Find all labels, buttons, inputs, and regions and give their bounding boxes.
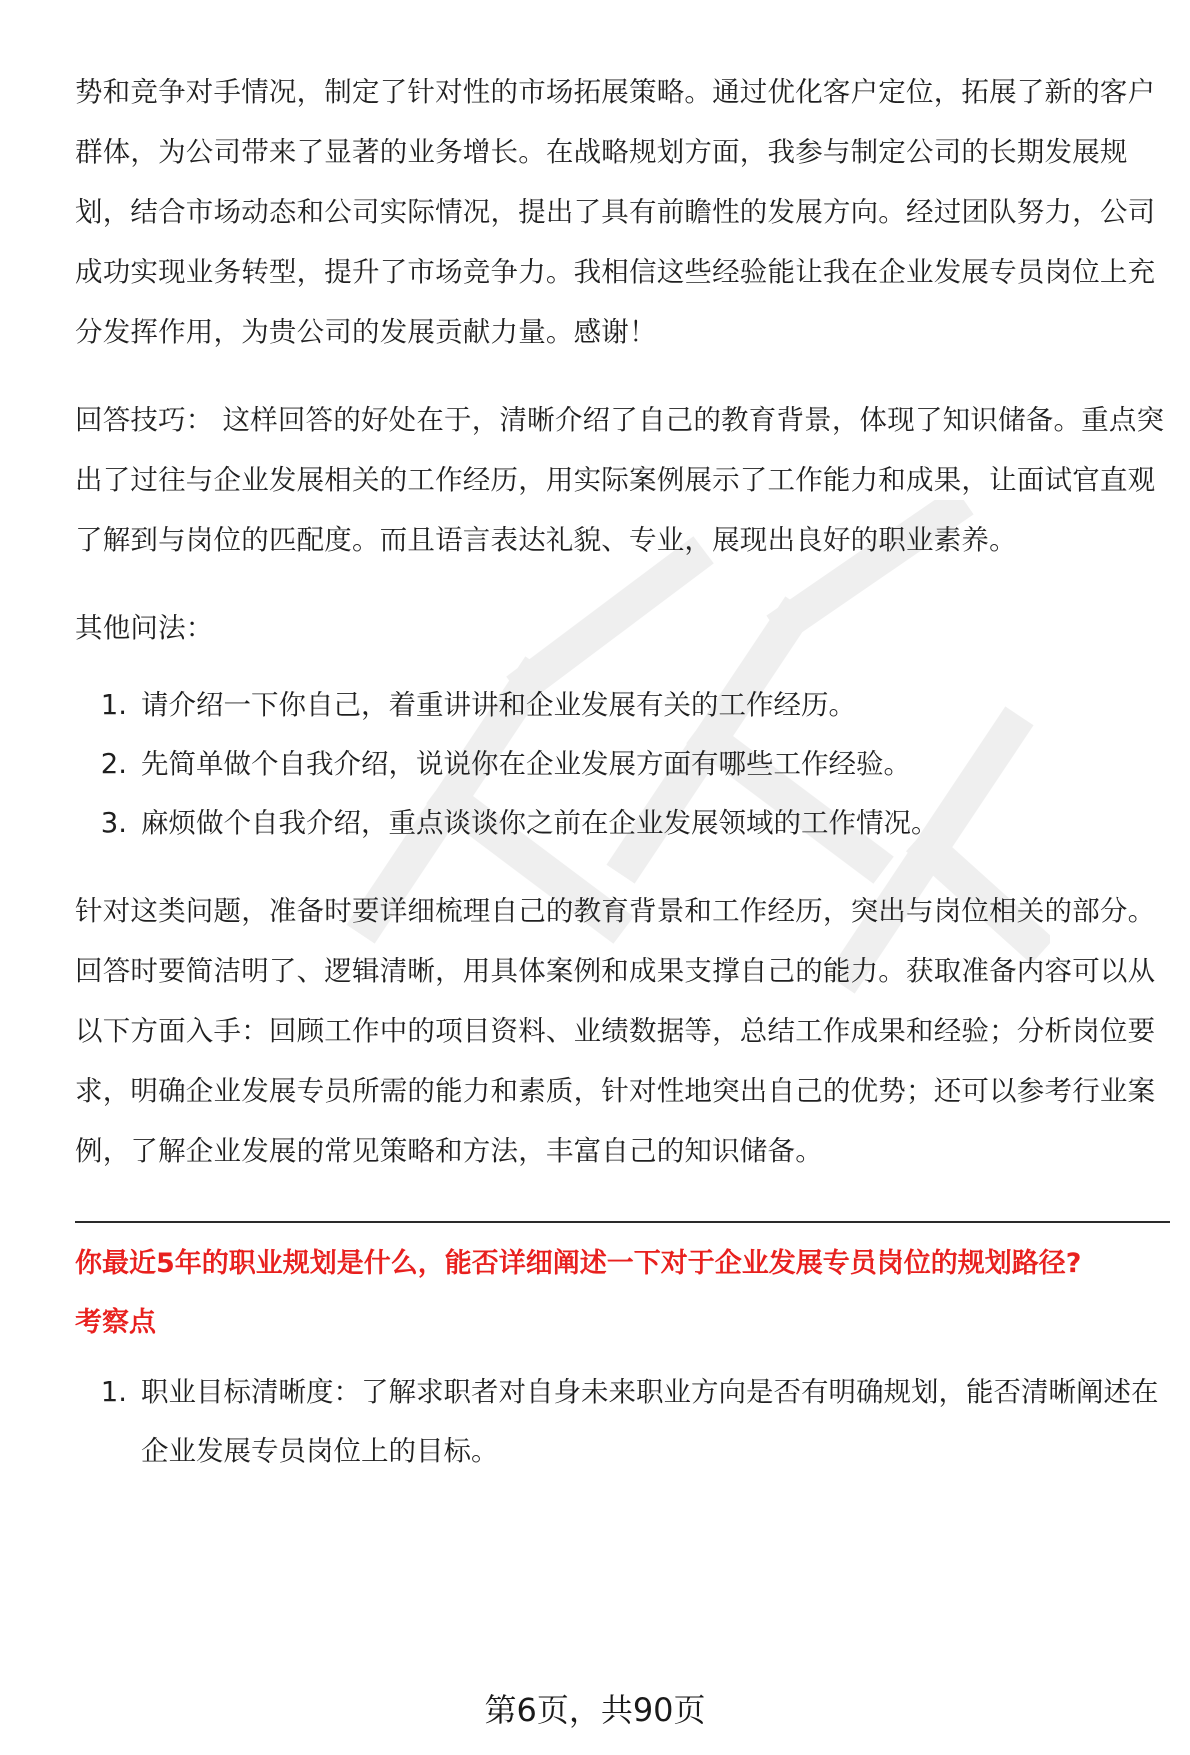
list-number: 1.	[100, 1376, 127, 1408]
other-questions-list	[75, 676, 1170, 853]
answer-paragraph: 势和竞争对手情况，制定了针对性的市场拓展策略。通过优化客户定位，拓展了新的客户群体，为公司带来了显著的业务增长。在战略规划方面，我参与制定公司的长期发展规划，结合市场动态和公司实际情况，提出了具有前瞻性的发展方向。经过团队努力，公司成功实现业务转型，提升了市场竞争力。我相信这些经验能让我在企业发展专员岗位上充分发挥作用，为贵公司的发展贡献力量。感谢！	[75, 76, 1156, 348]
list-item	[75, 794, 1170, 853]
points-heading: 考察点	[75, 1307, 156, 1338]
question-title: 你最近5年的职业规划是什么，能否详细阐述一下对于企业发展专员岗位的规划路径?	[75, 1248, 1082, 1279]
section-divider	[75, 1221, 1170, 1223]
page-content	[75, 62, 1170, 1481]
answer-tips: 回答技巧： 这样回答的好处在于，清晰介绍了自己的教育背景，体现了知识储备。重点突出了过往与企业发展相关的工作经历，用实际案例展示了工作能力和成果，让面试官直观了解到与岗位的匹配度。而且语言表达礼貌、专业，展现出良好的职业素养。	[75, 404, 1165, 556]
list-text: 麻烦做个自我介绍，重点谈谈你之前在企业发展领域的工作情况。	[141, 807, 939, 839]
other-questions-heading: 其他问法：	[75, 612, 214, 644]
page-number: 第6页，共90页	[484, 1691, 706, 1729]
list-item	[75, 676, 1170, 735]
list-number: 1.	[100, 689, 127, 721]
list-item	[75, 1363, 1170, 1481]
list-item	[75, 735, 1170, 794]
list-text: 职业目标清晰度：了解求职者对自身未来职业方向是否有明确规划，能否清晰阐述在企业发展专员岗位上的目标。	[141, 1376, 1159, 1467]
list-number: 3.	[100, 807, 127, 839]
preparation-advice: 针对这类问题，准备时要详细梳理自己的教育背景和工作经历，突出与岗位相关的部分。回答时要简洁明了、逻辑清晰，用具体案例和成果支撑自己的能力。获取准备内容可以从以下方面入手：回顾工作中的项目资料、业绩数据等，总结工作成果和经验；分析岗位要求，明确企业发展专员所需的能力和素质，针对性地突出自己的优势；还可以参考行业案例，了解企业发展的常见策略和方法，丰富自己的知识储备。	[75, 895, 1156, 1167]
points-list	[75, 1363, 1170, 1481]
list-text: 先简单做个自我介绍，说说你在企业发展方面有哪些工作经验。	[141, 748, 911, 780]
list-text: 请介绍一下你自己，着重讲讲和企业发展有关的工作经历。	[141, 689, 856, 721]
list-number: 2.	[100, 748, 127, 780]
